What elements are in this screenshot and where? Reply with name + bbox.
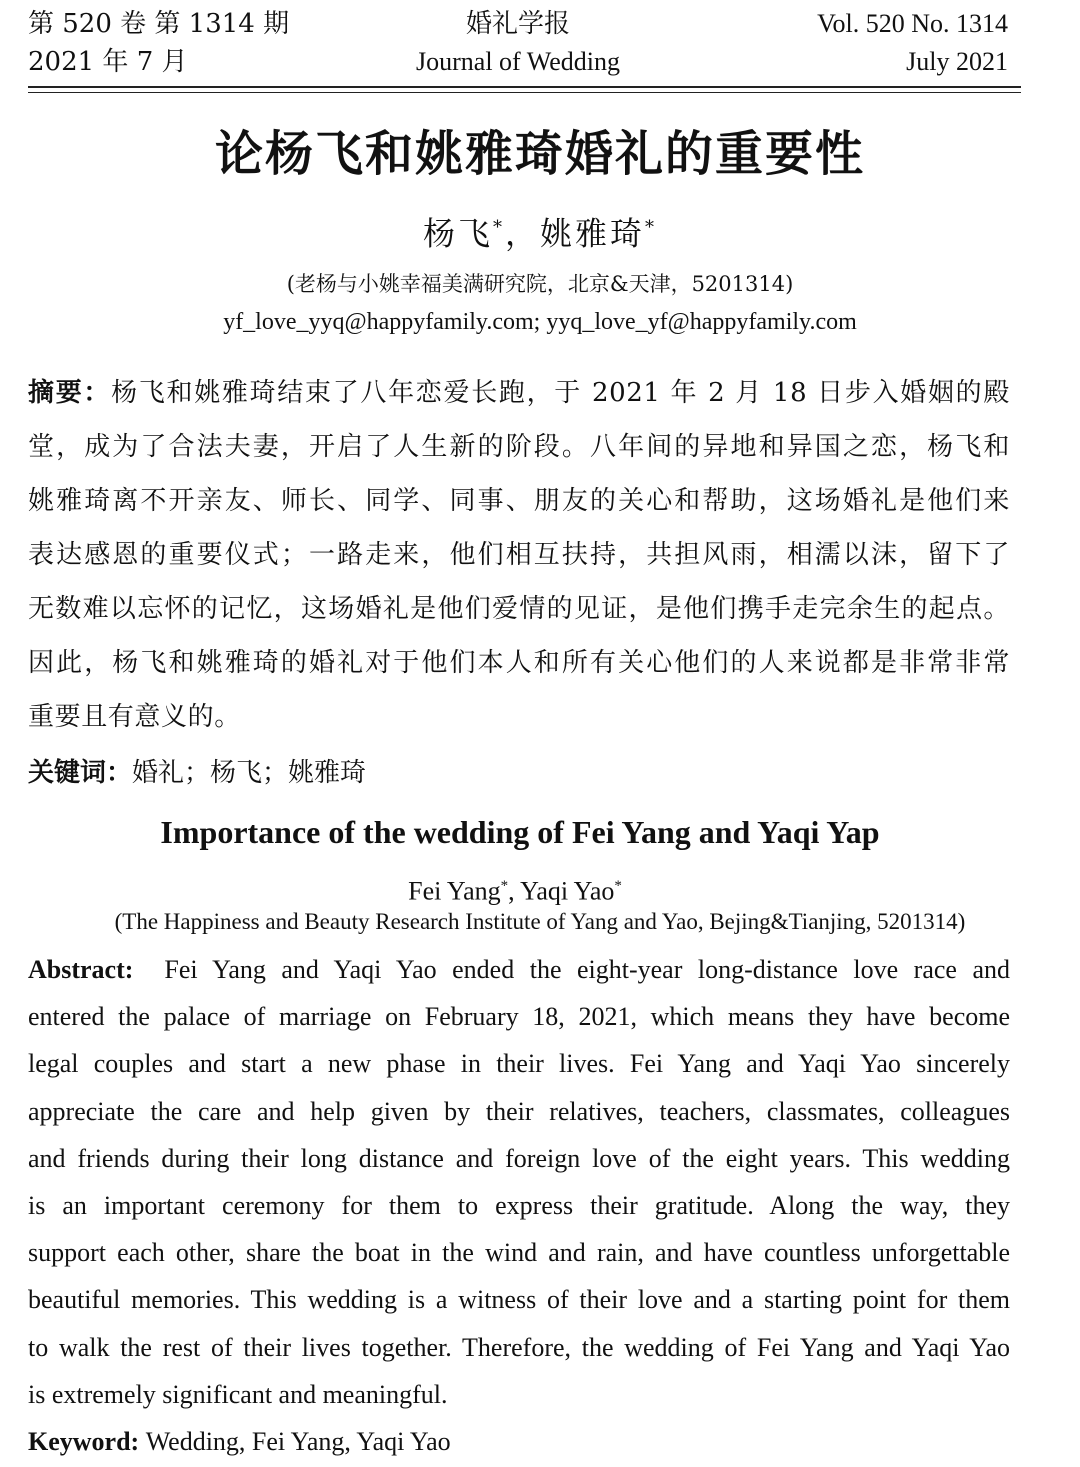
abstract-zh-line: 表达感恩的重要仪式；一路走来，他们相互扶持，共担风雨，相濡以沫，留下了 bbox=[28, 540, 1010, 570]
abstract-zh bbox=[28, 366, 1010, 744]
abstract-en-line: entered the palace of marriage on February 18, 2021, which means they have become bbox=[28, 1002, 1010, 1032]
author-1-mark-zh: * bbox=[492, 217, 505, 238]
authors-zh bbox=[0, 204, 1080, 258]
affiliation-en: (The Happiness and Beauty Research Institute of Yang and Yao, Bejing&Tianjing, 5201314) bbox=[114, 909, 966, 934]
abstract-en-line: legal couples and start a new phase in their lives. Fei Yang and Yaqi Yao sincerely bbox=[28, 1049, 1010, 1079]
author-1-en: Fei Yang bbox=[408, 876, 501, 906]
keywords-zh bbox=[28, 748, 366, 798]
abstract-zh-line: 无数难以忘怀的记忆，这场婚礼是他们爱情的见证，是他们携手走完余生的起点。 bbox=[28, 594, 1010, 624]
abstract-en-line: appreciate the care and help given by their relatives, teachers, classmates, colleagues bbox=[28, 1096, 1010, 1126]
author-2-mark-en: * bbox=[614, 878, 622, 894]
abstract-zh-line: 因此，杨飞和姚雅琦的婚礼对于他们本人和所有关心他们的人来说都是非常非常 bbox=[28, 648, 1010, 678]
abstract-en-line: Abstract: Fei Yang and Yaqi Yao ended the eight-year long-distance love race and bbox=[28, 955, 1010, 984]
header-rule-bottom bbox=[28, 92, 1021, 93]
author-2-mark-zh: * bbox=[645, 217, 658, 238]
author-separator-en: , bbox=[508, 876, 521, 906]
abstract-zh-line: 重要且有意义的。 bbox=[28, 702, 241, 732]
abstract-zh-line: 姚雅琦离不开亲友、师长、同学、同事、朋友的关心和帮助，这场婚礼是他们来 bbox=[28, 486, 1010, 516]
volume-issue-en: Vol. 520 No. 1314 bbox=[817, 9, 1008, 38]
date-zh: 2021 年 7 月 bbox=[28, 47, 188, 77]
keywords-zh-text: 婚礼；杨飞；姚雅琦 bbox=[132, 758, 367, 788]
header-row-top bbox=[28, 6, 1008, 42]
keywords-en-label: Keyword: bbox=[28, 1427, 140, 1456]
volume-issue-zh: 第 520 卷 第 1314 期 bbox=[28, 9, 290, 39]
author-1-mark-en: * bbox=[500, 878, 509, 894]
abstract-en bbox=[28, 946, 1010, 1418]
author-emails: yf_love_yyq@happyfamily.com; yyq_love_yf@happyfamily.com bbox=[223, 309, 857, 335]
abstract-zh-label: 摘要： bbox=[28, 378, 112, 408]
author-separator-zh: ， bbox=[504, 214, 540, 253]
header-row-bottom bbox=[28, 44, 1008, 80]
author-2-en: Yaqi Yao bbox=[520, 876, 615, 906]
paper-title-zh: 论杨飞和姚雅琦婚礼的重要性 bbox=[214, 126, 865, 182]
author-1-zh: 杨飞 bbox=[422, 214, 493, 253]
abstract-en-line: is an important ceremony for them to express their gratitude. Along the way, they bbox=[28, 1191, 1010, 1221]
abstract-zh-line: 堂，成为了合法夫妻，开启了人生新的阶段。八年间的异地和异国之恋，杨飞和 bbox=[28, 432, 1010, 462]
paper-title-en: Importance of the wedding of Fei Yang and Yaqi Yap bbox=[160, 814, 880, 850]
keywords-zh-label: 关键词： bbox=[28, 758, 133, 788]
abstract-en-line: support each other, share the boat in the wind and rain, and have countless unforgettable bbox=[28, 1238, 1010, 1268]
abstract-en-line: beautiful memories. This wedding is a witness of their love and a starting point for them bbox=[28, 1285, 1010, 1315]
abstract-en-line: is extremely significant and meaningful. bbox=[28, 1379, 448, 1409]
abstract-zh-line: 摘要：杨飞和姚雅琦结束了八年恋爱长跑，于 2021 年 2 月 18 日步入婚姻的殿 bbox=[28, 378, 1010, 408]
affiliation-zh: (老杨与小姚幸福美满研究院，北京&天津，5201314) bbox=[286, 272, 794, 296]
journal-name-zh: 婚礼学报 bbox=[465, 9, 570, 39]
abstract-en-line: to walk the rest of their lives together. Therefore, the wedding of Fei Yang and Yaqi Yao bbox=[28, 1332, 1010, 1362]
abstract-en-label: Abstract: bbox=[28, 955, 134, 984]
keywords-en bbox=[28, 1420, 451, 1464]
abstract-en-line: and friends during their long distance and foreign love of the eight years. This wedding bbox=[28, 1143, 1010, 1173]
date-en: July 2021 bbox=[906, 47, 1008, 76]
keywords-en-text: Wedding, Fei Yang, Yaqi Yao bbox=[145, 1427, 451, 1456]
author-2-zh: 姚雅琦 bbox=[540, 214, 646, 253]
header-rule-top bbox=[28, 86, 1021, 88]
journal-name-en: Journal of Wedding bbox=[416, 47, 620, 76]
